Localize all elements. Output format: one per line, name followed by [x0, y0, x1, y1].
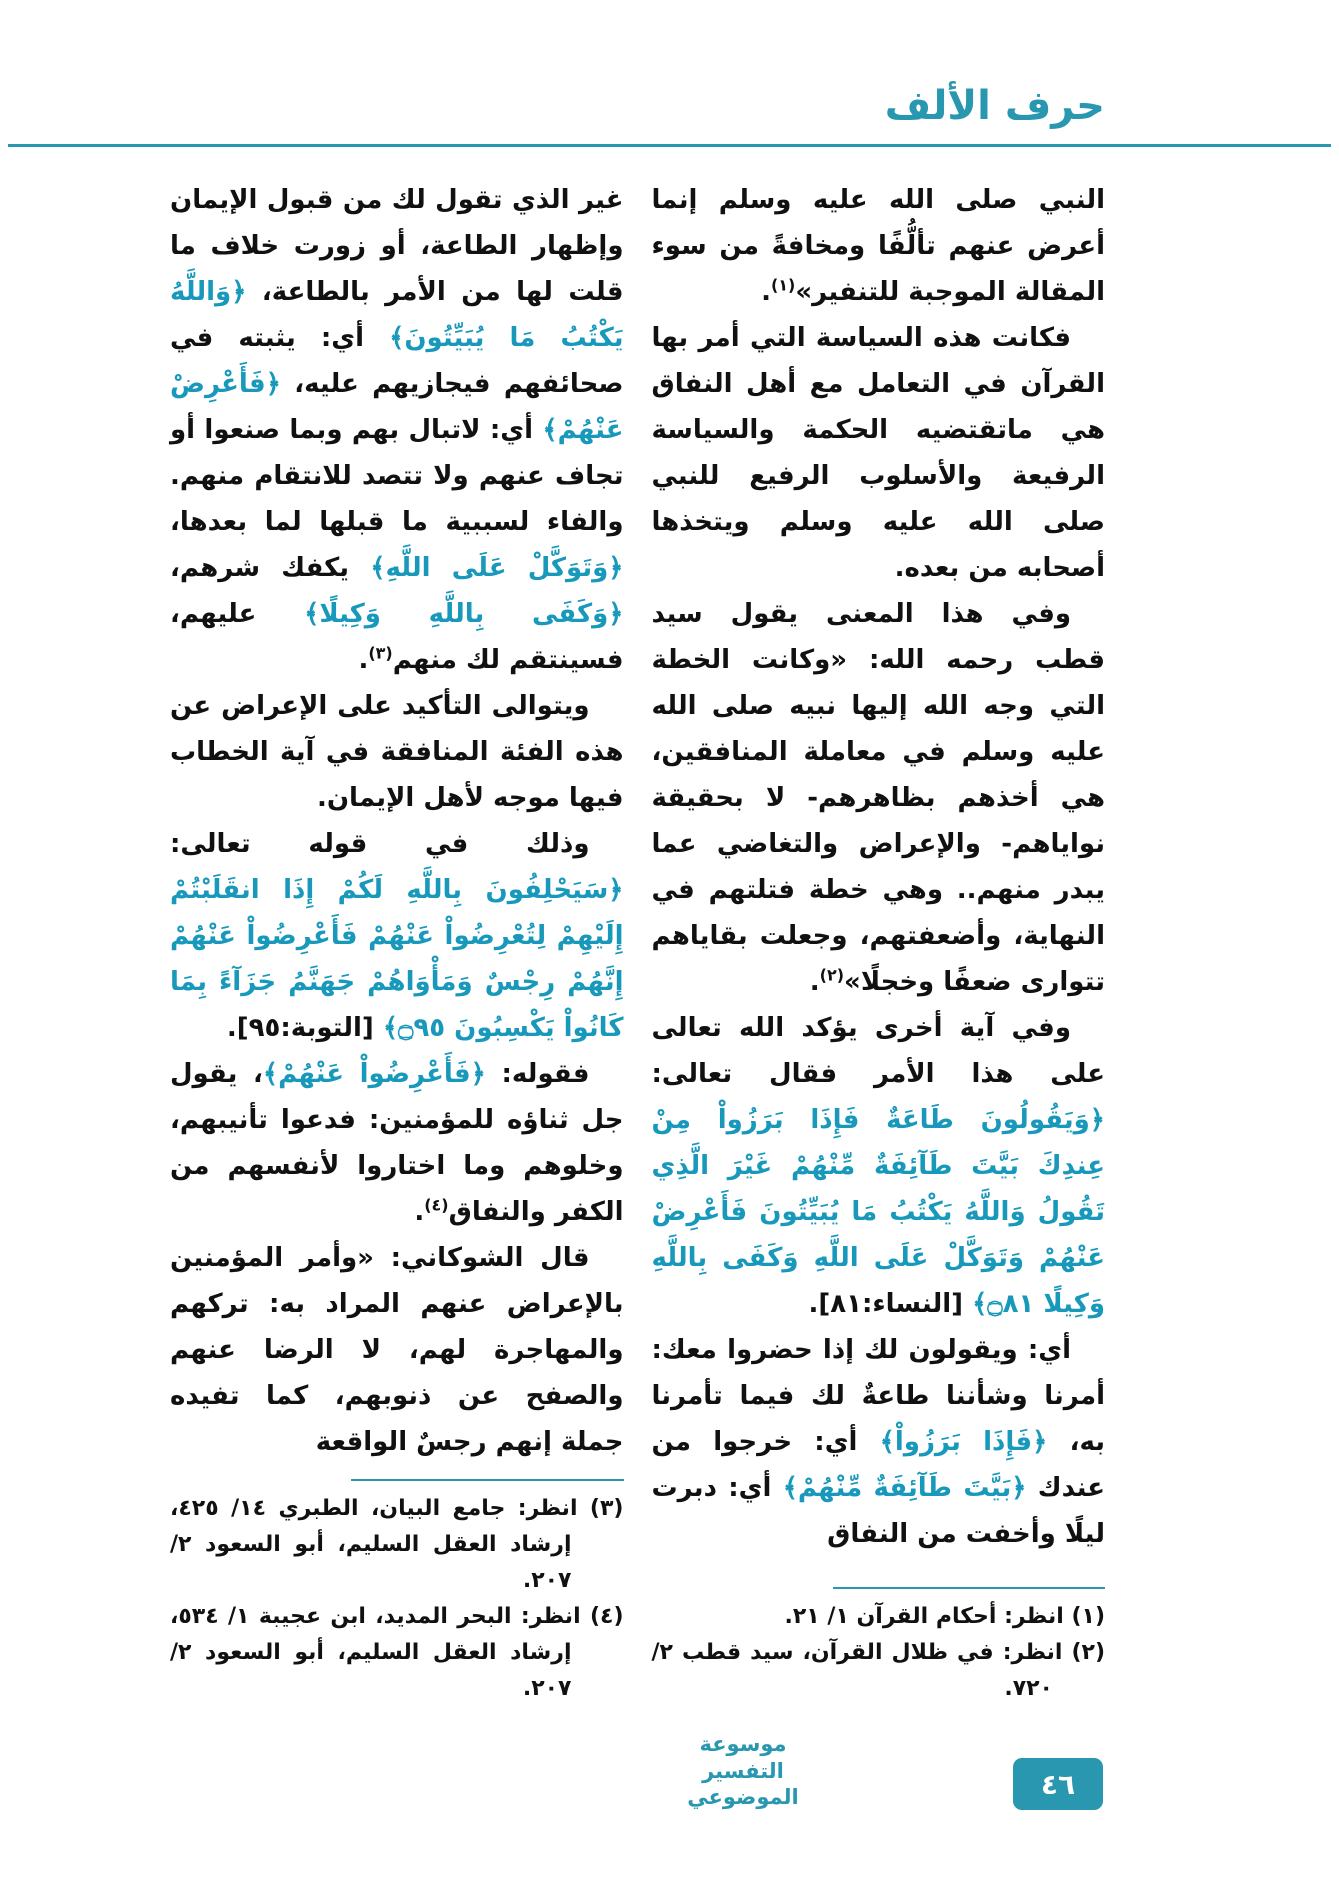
verse-reference: [التوبة:٩٥].: [226, 1013, 383, 1043]
body-text: وذلك في قوله تعالى:: [170, 829, 590, 859]
quran-verse: ﴿وَتَوَكَّلْ عَلَى اللَّهِ﴾: [370, 553, 624, 583]
paragraph: [652, 315, 1106, 591]
quran-verse: ﴿فَإِذَا بَرَزُواْ﴾: [879, 1427, 1048, 1457]
body-text: فقوله:: [485, 1059, 590, 1089]
footnote-marker: (١): [770, 275, 796, 295]
quran-verse: ﴿وَيَقُولُونَ طَاعَةٌ فَإِذَا بَرَزُواْ مِنْ عِندِكَ بَيَّتَ طَآئِفَةٌ مِّنْهُمْ غَيْرَ الَّذِي تَقُولُ وَاللَّهُ يَكْتُبُ مَا يُبَيِّتُونَ فَأَعْرِضْ عَنْهُمْ وَتَوَكَّلْ عَلَى اللَّهِ وَكَفَى بِاللَّهِ وَكِيلًا ۝٨١﴾: [651, 1105, 1105, 1319]
footnote: (٤) انظر: البحر المديد، ابن عجيبة ١/ ٥٣٤، إرشاد العقل السليم، أبو السعود ٢/ ٢٠٧.: [170, 1604, 624, 1701]
verse-reference: [النساء:٨١].: [808, 1289, 973, 1319]
footnote: (٣) انظر: جامع البيان، الطبري ١٤/ ٤٢٥، إرشاد العقل السليم، أبو السعود ٢/ ٢٠٧.: [170, 1496, 624, 1593]
paragraph: [170, 1235, 624, 1465]
body-text: أي: لاتبال بهم وبما صنعوا أو تجاف عنهم ولا تتصد للانتقام منهم. والفاء لسببية ما قبلها لما بعدها،: [170, 415, 624, 537]
body-text: وفي آية أخرى يؤكد الله تعالى على هذا الأمر فقال تعالى:: [651, 1013, 1105, 1089]
quran-verse: ﴿وَكَفَى بِاللَّهِ وَكِيلًا﴾: [304, 599, 624, 629]
paragraph: [652, 591, 1106, 1005]
page-header: [0, 0, 1339, 128]
page-content: [0, 147, 1339, 1707]
column-right-paragraphs: [652, 177, 1106, 1557]
paragraph: [170, 177, 624, 683]
body-text: أي: يثبته في صحائفهم فيجازيهم عليه،: [170, 323, 624, 399]
column-left-footnotes: [170, 1465, 624, 1707]
body-text: النبي صلى الله عليه وسلم إنما أعرض عنهم تألُّفًا ومخافةً من سوء المقالة الموجبة للتنفير»: [651, 185, 1105, 307]
paragraph: [652, 177, 1106, 315]
footnote-list: [170, 1491, 624, 1707]
footnote-marker: (٣): [368, 643, 393, 663]
publisher-emblem: موسوعة التفسير الموضوعي: [687, 1732, 799, 1809]
body-text: .: [414, 1197, 425, 1227]
body-text: قال الشوكاني: «وأمر المؤمنين بالإعراض عنهم المراد به: تركهم والمهاجرة لهم، لا الرضا عنهم والصفح عن ذنوبهم، كما تفيده جملة إنهم رجسٌ الواقعة: [170, 1243, 624, 1457]
body-text: عليهم، فسينتقم لك منهم: [170, 599, 624, 675]
quran-verse: ﴿فَأَعْرِضْ عَنْهُمْ﴾: [170, 369, 624, 445]
column-left: [170, 177, 624, 1707]
chapter-title: حرف الألف: [884, 83, 1105, 129]
paragraph: [170, 821, 624, 1051]
footnote-list: [652, 1599, 1106, 1707]
body-text: أي: دبرت ليلًا وأخفت من النفاق: [651, 1473, 1105, 1549]
body-text: أي: خرجوا من عندك: [651, 1427, 1105, 1503]
column-right: [652, 177, 1106, 1707]
paragraph: [652, 1327, 1106, 1557]
quran-verse: ﴿وَاللَّهُ يَكْتُبُ مَا يُبَيِّتُونَ﴾: [170, 277, 624, 353]
paragraph: [170, 683, 624, 821]
column-right-footnotes: [652, 1573, 1106, 1707]
page-number-badge: ٤٦: [1013, 1758, 1103, 1810]
body-text: فكانت هذه السياسة التي أمر بها القرآن في التعامل مع أهل النفاق هي ماتقتضيه الحكمة والسياسة الرفيعة والأسلوب الرفيع للنبي صلى الله عليه وسلم ويتخذها أصحابه من بعده.: [651, 323, 1105, 583]
footnote-marker: (٢): [819, 965, 845, 985]
body-text: .: [358, 645, 369, 675]
page-footer: [0, 1724, 1339, 1810]
body-text: أي: ويقولون لك إذا حضروا معك: أمرنا وشأننا طاعةٌ لك فيما تأمرنا به،: [651, 1335, 1105, 1457]
body-text: .: [761, 277, 771, 307]
quran-verse: ﴿سَيَحْلِفُونَ بِاللَّهِ لَكُمْ إِذَا انقَلَبْتُمْ إِلَيْهِمْ لِتُعْرِضُواْ عَنْهُمْ فَأَعْرِضُواْ عَنْهُمْ إِنَّهُمْ رِجْسٌ وَمَأْوَاهُمْ جَهَنَّمُ جَزَآءً بِمَا كَانُواْ يَكْسِبُونَ ۝٩٥﴾: [170, 875, 624, 1043]
quran-verse: ﴿بَيَّتَ طَآئِفَةٌ مِّنْهُمْ﴾: [782, 1473, 1027, 1503]
body-text: وفي هذا المعنى يقول سيد قطب رحمه الله: «وكانت الخطة التي وجه الله إليها نبيه صلى الله عليه وسلم في معاملة المنافقين، هي أخذهم بظاهرهم- لا بحقيقة نواياهم- والإعراض والتغاضي عما يبدر منهم.. وهي خطة فتلتهم في النهاية، وأضعفتهم، وجعلت بقاياهم تتوارى ضعفًا وخجلًا»: [651, 599, 1105, 997]
quran-verse: ﴿فَأَعْرِضُواْ عَنْهُمْ﴾: [262, 1059, 486, 1089]
body-text: غير الذي تقول لك من قبول الإيمان وإظهار الطاعة، أو زورت خلاف ما قلت لها من الأمر بالطاعة،: [170, 185, 624, 307]
paragraph: [652, 1005, 1106, 1327]
body-text: يكفك شرهم،: [170, 553, 371, 583]
body-text: ويتوالى التأكيد على الإعراض عن هذه الفئة المنافقة في آية الخطاب فيها موجه لأهل الإيمان.: [170, 691, 624, 813]
footnote: (٢) انظر: في ظلال القرآن، سيد قطب ٢/ ٧٢٠.: [651, 1640, 1105, 1701]
body-text: .: [809, 967, 820, 997]
footnote-divider: [351, 1479, 623, 1481]
footnote: (١) انظر: أحكام القرآن ١/ ٢١.: [784, 1604, 1105, 1629]
footnote-marker: (٤): [424, 1195, 449, 1215]
column-left-paragraphs: [170, 177, 624, 1465]
body-text: ، يقول جل ثناؤه للمؤمنين: فدعوا تأنيبهم، وخلوهم وما اختاروا لأنفسهم من الكفر والنفاق: [170, 1059, 624, 1227]
paragraph: [170, 1051, 624, 1235]
footnote-divider: [833, 1587, 1105, 1589]
